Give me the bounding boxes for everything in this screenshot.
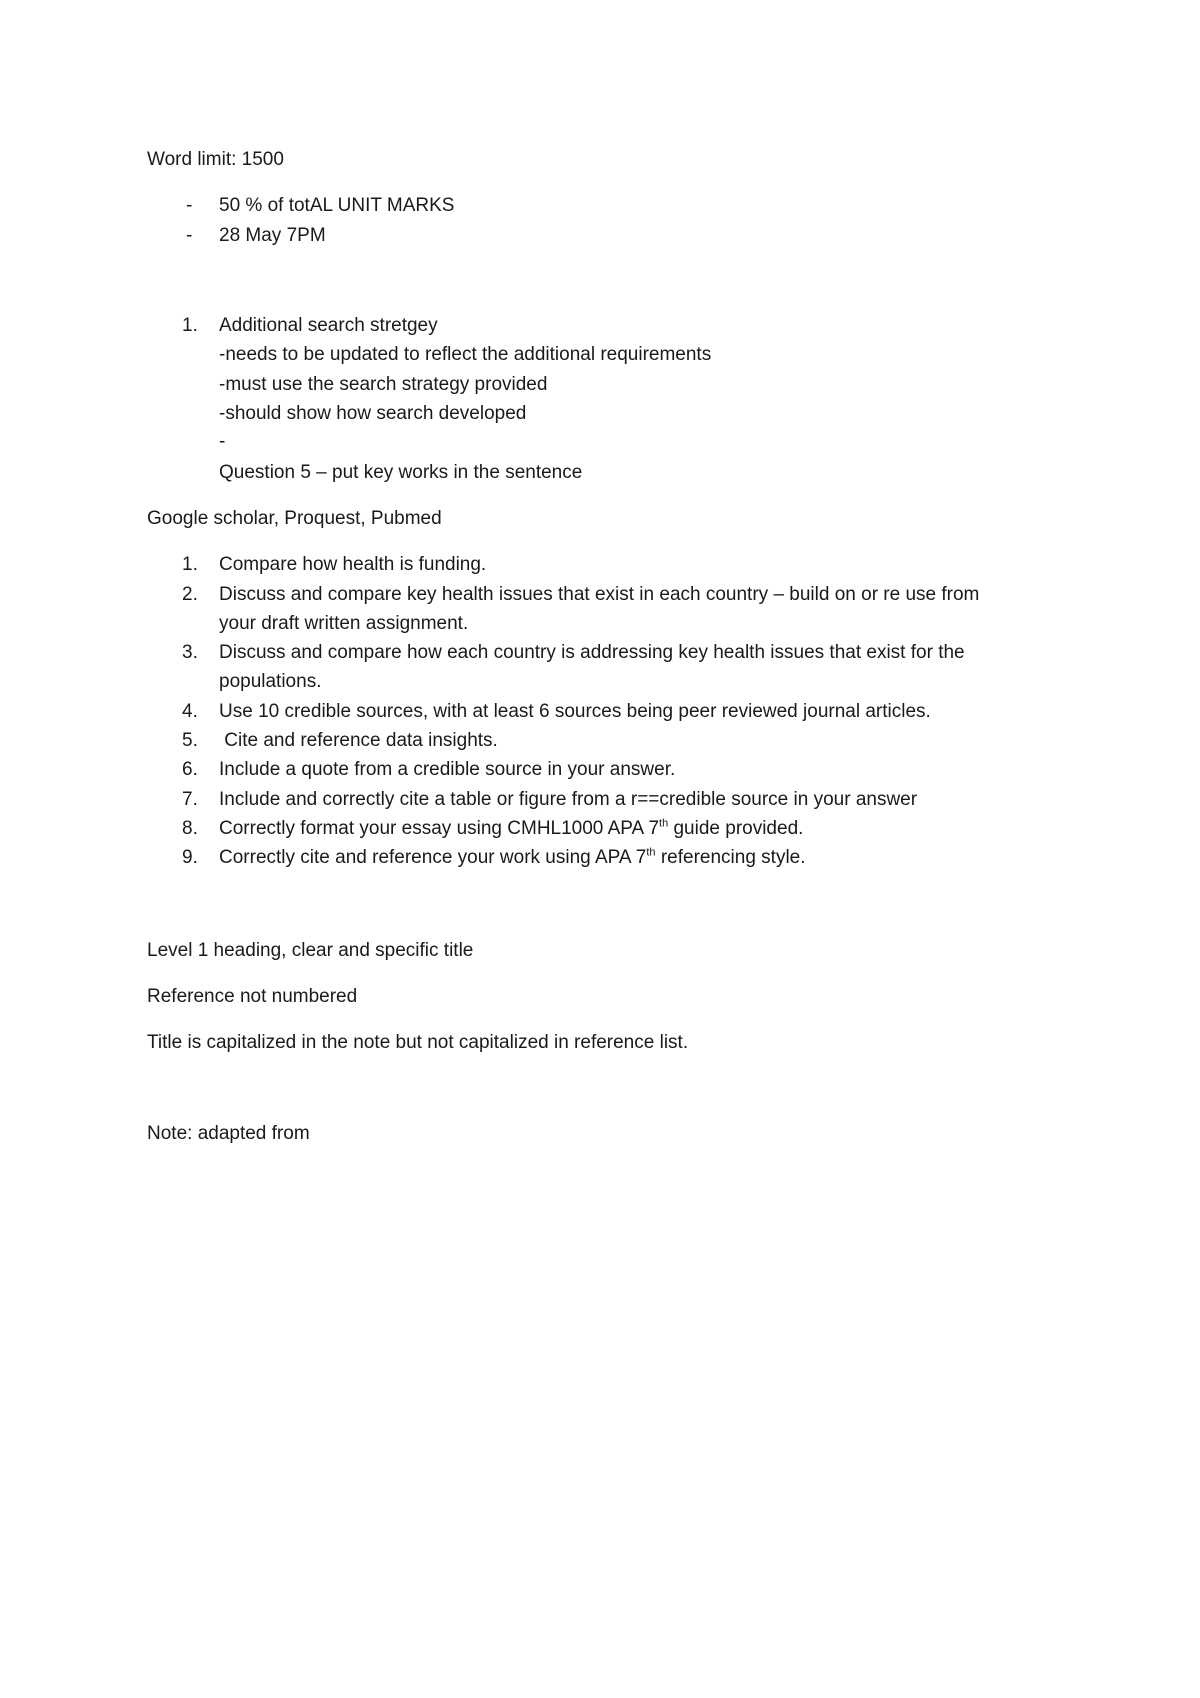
requirement-text: guide provided. bbox=[668, 818, 804, 839]
note-line: Reference not numbered bbox=[147, 986, 358, 1007]
section-line: - bbox=[219, 431, 226, 452]
requirement-item: Cite and reference data insights. bbox=[219, 730, 498, 751]
section-line: Question 5 – put key works in the sentence bbox=[219, 462, 583, 483]
requirement-item: Compare how health is funding. bbox=[219, 554, 487, 575]
requirement-text: referencing style. bbox=[655, 847, 806, 868]
bullet-dash: - bbox=[186, 195, 193, 216]
list-number: 9. bbox=[182, 847, 198, 868]
section-line: -should show how search developed bbox=[219, 403, 527, 424]
note-adapted-text: Note: adapted from bbox=[147, 1123, 310, 1144]
list-number: 1. bbox=[182, 554, 198, 575]
list-number: 7. bbox=[182, 789, 198, 810]
bullet-item: 50 % of totAL UNIT MARKS bbox=[219, 195, 455, 216]
requirement-text: Correctly format your essay using CMHL1000 APA 7 bbox=[219, 818, 660, 839]
word-limit-text: Word limit: 1500 bbox=[147, 149, 284, 170]
requirement-item-continued: your draft written assignment. bbox=[219, 613, 469, 634]
note-line: Title is capitalized in the note but not capitalized in reference list. bbox=[147, 1032, 689, 1053]
list-number: 3. bbox=[182, 642, 198, 663]
bullet-dash: - bbox=[186, 225, 193, 246]
superscript-th: th bbox=[659, 817, 669, 830]
requirement-item bbox=[219, 817, 803, 841]
list-number: 2. bbox=[182, 584, 198, 605]
requirement-item: Use 10 credible sources, with at least 6 sources being peer reviewed journal articles. bbox=[219, 701, 931, 722]
list-number: 5. bbox=[182, 730, 198, 751]
list-number: 8. bbox=[182, 818, 198, 839]
list-number: 6. bbox=[182, 759, 198, 780]
requirement-item: Discuss and compare how each country is addressing key health issues that exist for the bbox=[219, 642, 965, 663]
section-line: -needs to be updated to reflect the additional requirements bbox=[219, 344, 712, 365]
note-line: Level 1 heading, clear and specific title bbox=[147, 940, 474, 961]
requirement-item: Include a quote from a credible source in your answer. bbox=[219, 759, 676, 780]
requirement-item-continued: populations. bbox=[219, 671, 322, 692]
section-title: Additional search stretgey bbox=[219, 315, 438, 336]
section-line: -must use the search strategy provided bbox=[219, 374, 548, 395]
superscript-th: th bbox=[646, 846, 656, 859]
bullet-item: 28 May 7PM bbox=[219, 225, 326, 246]
requirement-item: Include and correctly cite a table or figure from a r==credible source in your answer bbox=[219, 789, 918, 810]
databases-text: Google scholar, Proquest, Pubmed bbox=[147, 508, 442, 529]
list-number: 4. bbox=[182, 701, 198, 722]
requirement-item: Discuss and compare key health issues that exist in each country – build on or re use from bbox=[219, 584, 980, 605]
list-number: 1. bbox=[182, 315, 198, 336]
requirement-item bbox=[219, 846, 806, 870]
requirement-text: Correctly cite and reference your work using APA 7 bbox=[219, 847, 647, 868]
